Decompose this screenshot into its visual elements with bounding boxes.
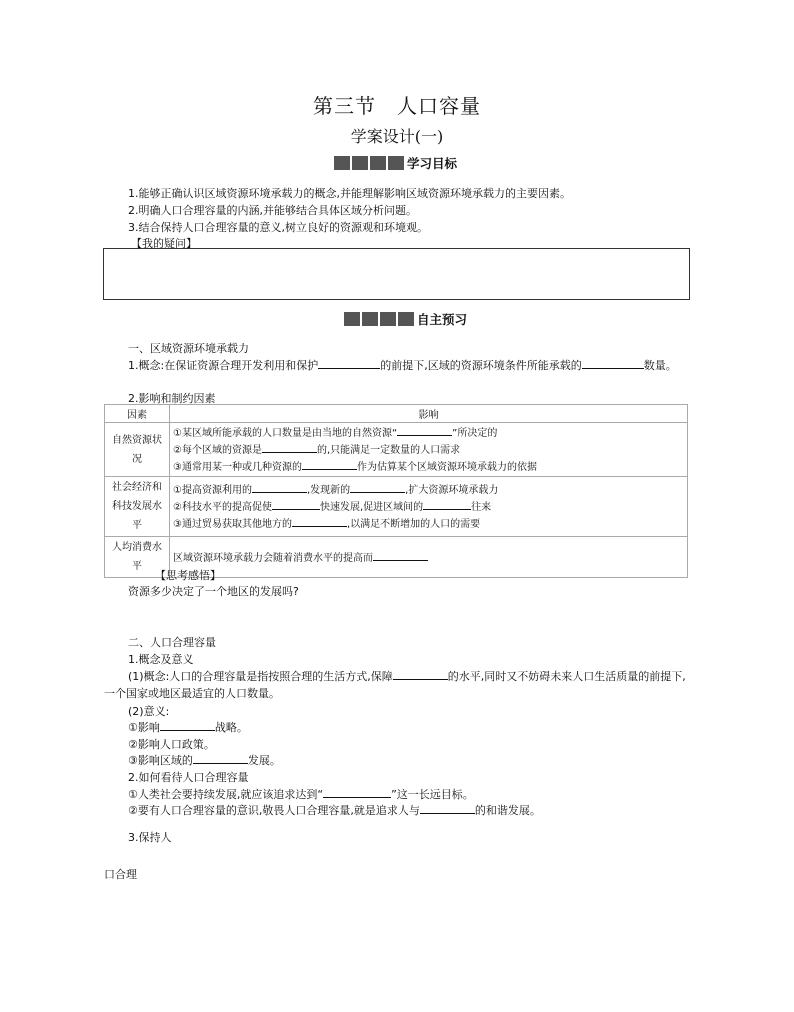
text: 数量。 [643,359,677,372]
text: 的前提下,区域的资源环境条件所能承载的 [380,359,582,372]
meaning-heading: (2)意义: [128,705,170,718]
text: ”这一长远目标。 [391,788,474,801]
text: ③通常用某一种或几种资源的 [173,462,302,473]
meaning-item: ②影响人口政策。 [128,738,215,751]
heading-capacity: 一、区域资源环境承载力 [128,342,249,355]
text: ①人类社会要持续发展,就应该追求达到“ [128,788,324,801]
section-marker-icon [344,312,414,326]
effect-cell [170,423,688,477]
question-box[interactable] [103,248,690,300]
blank-field[interactable] [582,357,644,369]
concept-line [128,668,686,684]
blank-field[interactable] [160,719,215,731]
blank-field[interactable] [420,802,475,814]
column-header: 因素 [105,405,170,423]
sub-heading: 1.概念及意义 [128,653,194,666]
sub-heading: 3.保持人 [128,831,172,844]
blank-field[interactable] [252,481,307,493]
factor-cell: 自然资源状况 [105,423,170,477]
blank-field[interactable] [292,515,347,527]
text: ,发现新的 [306,485,351,496]
text: 的水平,同时又不妨碍未来人口生活质量的前提下, [447,670,686,683]
goal-item: 1.能够正确认识区域资源环境承载力的概念,并能理解影响区域资源环境承载力的主要因素。 [128,187,571,200]
effect-cell [170,537,688,578]
text: ③通过贸易获取其他地方的 [173,519,292,530]
blank-field[interactable] [350,481,405,493]
my-questions-label: 【我的疑问】 [131,237,197,250]
page-title: 第三节 人口容量 [313,94,481,118]
factor-cell: 社会经济和科技发展水平 [105,477,170,537]
concept-line: 一个国家或地区最适宜的人口数量。 [104,687,280,700]
blank-field[interactable] [272,498,320,510]
blank-field[interactable] [318,357,380,369]
factors-heading: 2.影响和制约因素 [128,392,216,405]
column-header: 影响 [170,405,688,423]
section-label: 学习目标 [407,156,458,171]
text: ②科技水平的提高促使 [173,502,272,513]
factors-table [104,404,688,578]
text: 的,只能满足一定数量的人口需求 [316,445,461,456]
blank-field[interactable] [373,549,428,561]
text: 的和谐发展。 [474,804,541,817]
sub-heading: 2.如何看待人口合理容量 [128,771,249,784]
text: ,以满足不断增加的人口的需要 [346,519,481,530]
text: ②每个区域的资源是 [173,445,262,456]
goal-item: 3.结合保持人口合理容量的意义,树立良好的资源观和环境观。 [128,221,428,234]
text: ②要有人口合理容量的意识,敬畏人口合理容量,就是追求人与 [128,804,420,817]
section-header-goals [334,154,457,172]
blank-field[interactable] [423,498,471,510]
text: 区域资源环境承载力会随着消费水平的提高而 [173,552,373,564]
text: 快速发展,促进区域间的 [319,502,424,513]
effect-cell [170,477,688,537]
meaning-item [128,752,281,768]
blank-field[interactable] [262,441,317,453]
text: 发展。 [247,754,281,767]
text: 1.概念:在保证资源合理开发利用和保护 [128,359,319,372]
text: 往来 [471,502,492,513]
text: ①影响 [128,721,160,734]
text: ①提高资源利用的 [173,485,252,496]
trailing-text: 口合理 [104,868,137,881]
blank-field[interactable] [397,424,452,436]
blank-field[interactable] [323,786,391,798]
text: 作为估算某个区域资源环境承载力的依据 [356,462,537,473]
factor-cell: 人均消费水平 [105,537,170,578]
text: (1)概念:人口的合理容量是指按照合理的生活方式,保障 [128,670,393,683]
text: 战略。 [214,721,248,734]
think-label: 【思考感悟】 [155,569,221,582]
view-item [128,786,474,802]
heading-reasonable: 二、人口合理容量 [128,636,216,649]
goal-item: 2.明确人口合理容量的内涵,并能够结合具体区域分析问题。 [128,204,417,217]
text: ”所决定的 [452,428,498,439]
section-header-preview [344,310,467,328]
think-question: 资源多少决定了一个地区的发展吗? [128,585,299,598]
blank-field[interactable] [193,752,248,764]
page-subtitle: 学案设计(一) [350,127,444,146]
text: ,扩大资源环境承载力 [405,485,499,496]
concept-line [128,357,677,373]
blank-field[interactable] [302,458,357,470]
blank-field[interactable] [393,668,448,680]
view-item [128,802,541,818]
text: ①某区域所能承载的人口数量是由当地的自然资源“ [173,428,398,439]
text: ③影响区域的 [128,754,193,767]
meaning-item [128,719,248,735]
section-marker-icon [334,156,404,170]
section-label: 自主预习 [417,312,468,327]
